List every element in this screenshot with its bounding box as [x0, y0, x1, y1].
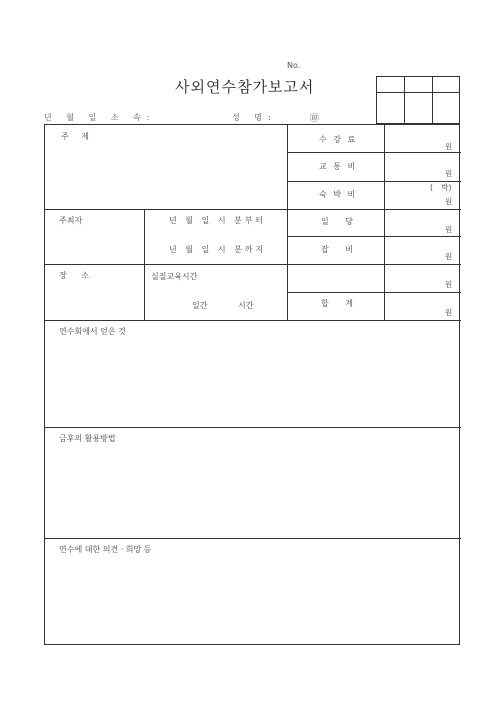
misc-label: 잡 비	[321, 245, 353, 254]
won-unit: 원	[445, 169, 453, 178]
tuition-label: 수 강 료	[319, 135, 358, 144]
seal-mark: ㊞	[310, 114, 320, 124]
place-label: 장 소	[59, 271, 95, 280]
page-title: 사외연수참가보고서	[175, 78, 315, 96]
subject-label: 주 제	[61, 132, 94, 141]
won-unit: 원	[445, 252, 453, 261]
won-unit: 원	[445, 142, 453, 151]
document-number-label: No.	[287, 61, 301, 70]
nights-label: ( 박)	[430, 183, 452, 192]
won-unit: 원	[445, 308, 453, 317]
date-department-line: 년 월 일 소 속:	[44, 113, 156, 122]
lodging-label: 숙 박 비	[319, 190, 358, 199]
actual-hours-label: 실질교육시간	[151, 272, 198, 281]
won-unit: 원	[445, 197, 453, 206]
total-label: 합 계	[321, 299, 353, 308]
learned-label: 연수회에서 얻은 것	[59, 327, 126, 336]
future-use-label: 금후의 활용방법	[59, 434, 116, 443]
name-label: 성 명:	[232, 113, 277, 122]
transport-label: 교 통 비	[319, 162, 358, 171]
won-unit: 원	[445, 225, 453, 234]
date-to: 년 월 일 시 분까지	[169, 245, 267, 254]
date-from: 년 월 일 시 분부터	[169, 216, 267, 225]
organizer-label: 주최자	[59, 216, 83, 225]
won-unit: 원	[445, 280, 453, 289]
days-hours: 일간 시간	[192, 301, 254, 310]
daily-allowance-label: 일 당	[321, 217, 353, 226]
report-form	[44, 124, 460, 645]
approval-box	[376, 76, 460, 124]
opinion-label: 연수에 대한 의견 · 희망 등	[59, 545, 152, 554]
